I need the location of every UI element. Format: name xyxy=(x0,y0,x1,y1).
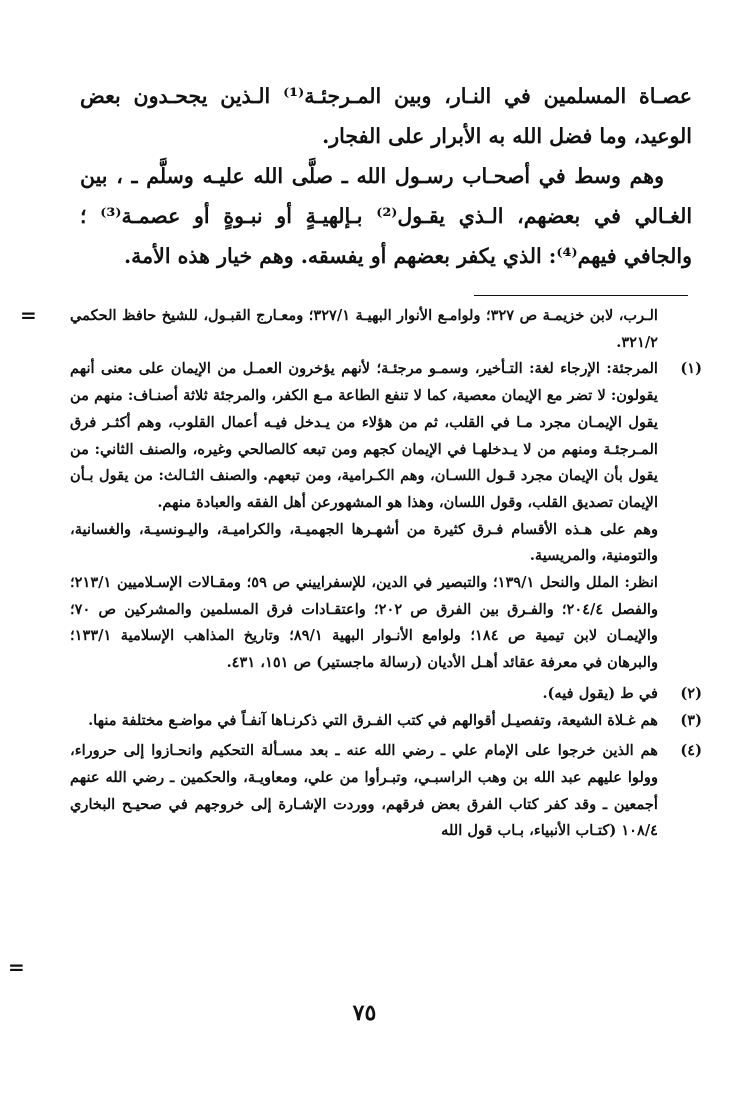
main-text xyxy=(80,76,692,276)
footnote-paragraph: المرجئة: الإرجاء لغة: التـأخير، وسمـو مرجئـة؛ لأنهم يؤخرون العمـل من الإيمان على معنى أنهم يقولون: لا تضر مع الإيمان معصية، كما لا تنفع الطاعة مـع الكفر، والمرجئة ثلاثة أصنـاف: منهم من يقول الإيمـان مجرد مـا في القلب، ثم من هؤلاء من يـدخل فيـه أعمال القلوب، وهم أكثـر فرق المـرجئـة ومنهم من لا يـدخلهـا في الإيمان كجهم ومن تبعه كالصالحي وغيره، والصنف الثاني: من يقول بأن الإيمان مجرد قـول اللسـان، وهم الكـرامية، ومن تبعهم. والصنف الثـالث: من يقول بـأن الإيمان تصديق القلب، وقول اللسان، وهذا هو المشهورعن أهل الفقه والعبادة منهم. xyxy=(70,360,658,511)
continuation-mark-bottom: = xyxy=(8,955,25,979)
continuation-mark-top: = xyxy=(20,303,37,327)
footnote-number: (٤) xyxy=(680,742,702,760)
main-paragraph-2: وهم وسط في أصحـاب رسـول الله ـ صلَّى الله عليـه وسلَّم ـ ، بين الغـالي في بعضهم، الـذي يقـول⁽²⁾ بـإلهيـةٍ أو نبـوةٍ أو عصمـة⁽³⁾ ؛ والجافي فيهم⁽⁴⁾: الذي يكفر بعضهم أو يفسقه. وهم خيار هذه الأمة. xyxy=(80,164,693,268)
footnote-3 xyxy=(70,708,710,735)
footnote-number: (١) xyxy=(680,360,702,378)
footnote-paragraph: هم الذين خرجوا على الإمام علي ـ رضي الله عنه ـ بعد مسـألة التحكيم وانحـازوا إلى حروراء، وولوا عليهم عبد الله بن وهب الراسبـي، وتبـرأوا من علي، ومعاويـة، والحكمين ـ رضي الله عنهم أجمعين ـ وقد كفر كتاب الفرق بعض فرقهم، ووردت الإشـارة إلى خروجهم في صحيـح البخاري ١٠٨/٤ (كتـاب الأنبياء، بـاب قول الله xyxy=(70,742,658,840)
footnote-paragraph: وهم على هـذه الأقسام فـرق كثيرة من أشهـرها الجهميـة، والكراميـة، واليـونسيـة، والغسانية، والتومنية، والمريسية. xyxy=(70,520,658,565)
footnote-2 xyxy=(70,681,710,708)
footnote-number: (٢) xyxy=(680,684,702,702)
footnote-separator xyxy=(474,295,688,296)
page-number: ٧٥ xyxy=(352,1000,377,1026)
footnote-4 xyxy=(70,738,710,845)
footnote-continuation-text: الـرب، لابن خزيمـة ص ٣٢٧؛ ولوامـع الأنوار البهيـة ٣٢٧/١؛ ومعـارج القبـول، للشيخ حافظ الحكمي ٣٢١/٢. xyxy=(70,307,658,351)
footnote-number: (٣) xyxy=(680,711,702,729)
footnote-1 xyxy=(70,356,710,676)
footnote-continuation xyxy=(70,303,710,356)
main-paragraph-1: عصـاة المسلمين في النـار، وبين المـرجئـة⁽¹⁾ الـذين يجحـدون بعض الوعيد، وما فضل الله به الأبرار على الفجار. xyxy=(80,84,692,148)
footnote-paragraph: انظر: الملل والنحل ١٣٩/١؛ والتبصير في الدين، للإسفراييني ص ٥٩؛ ومقـالات الإسـلاميين ٢١٣/١؛ والفصل ٢٠٤/٤؛ والفـرق بين الفرق ص ٢٠٢؛ واعتقـادات فرق المسلمين والمشركين ص ٧٠؛ والإيمـان لابن تيمية ص ١٨٤؛ ولوامع الأنـوار البهية ٨٩/١؛ وتاريخ المذاهب الإسلامية ١٣٣/١؛ والبرهان في معرفة عقائد أهـل الأديان (رسالة ماجستير) ص ١٥١، ٤٣١. xyxy=(70,574,658,672)
footnote-paragraph: هم غـلاة الشيعة، وتفصيـل أقوالهم في كتب الفـرق التي ذكرنـاها آنفـاً في مواضـع مختلفة منها. xyxy=(88,711,658,729)
footnotes xyxy=(70,303,710,845)
footnote-paragraph: في ط (يقول فيه). xyxy=(542,684,658,702)
